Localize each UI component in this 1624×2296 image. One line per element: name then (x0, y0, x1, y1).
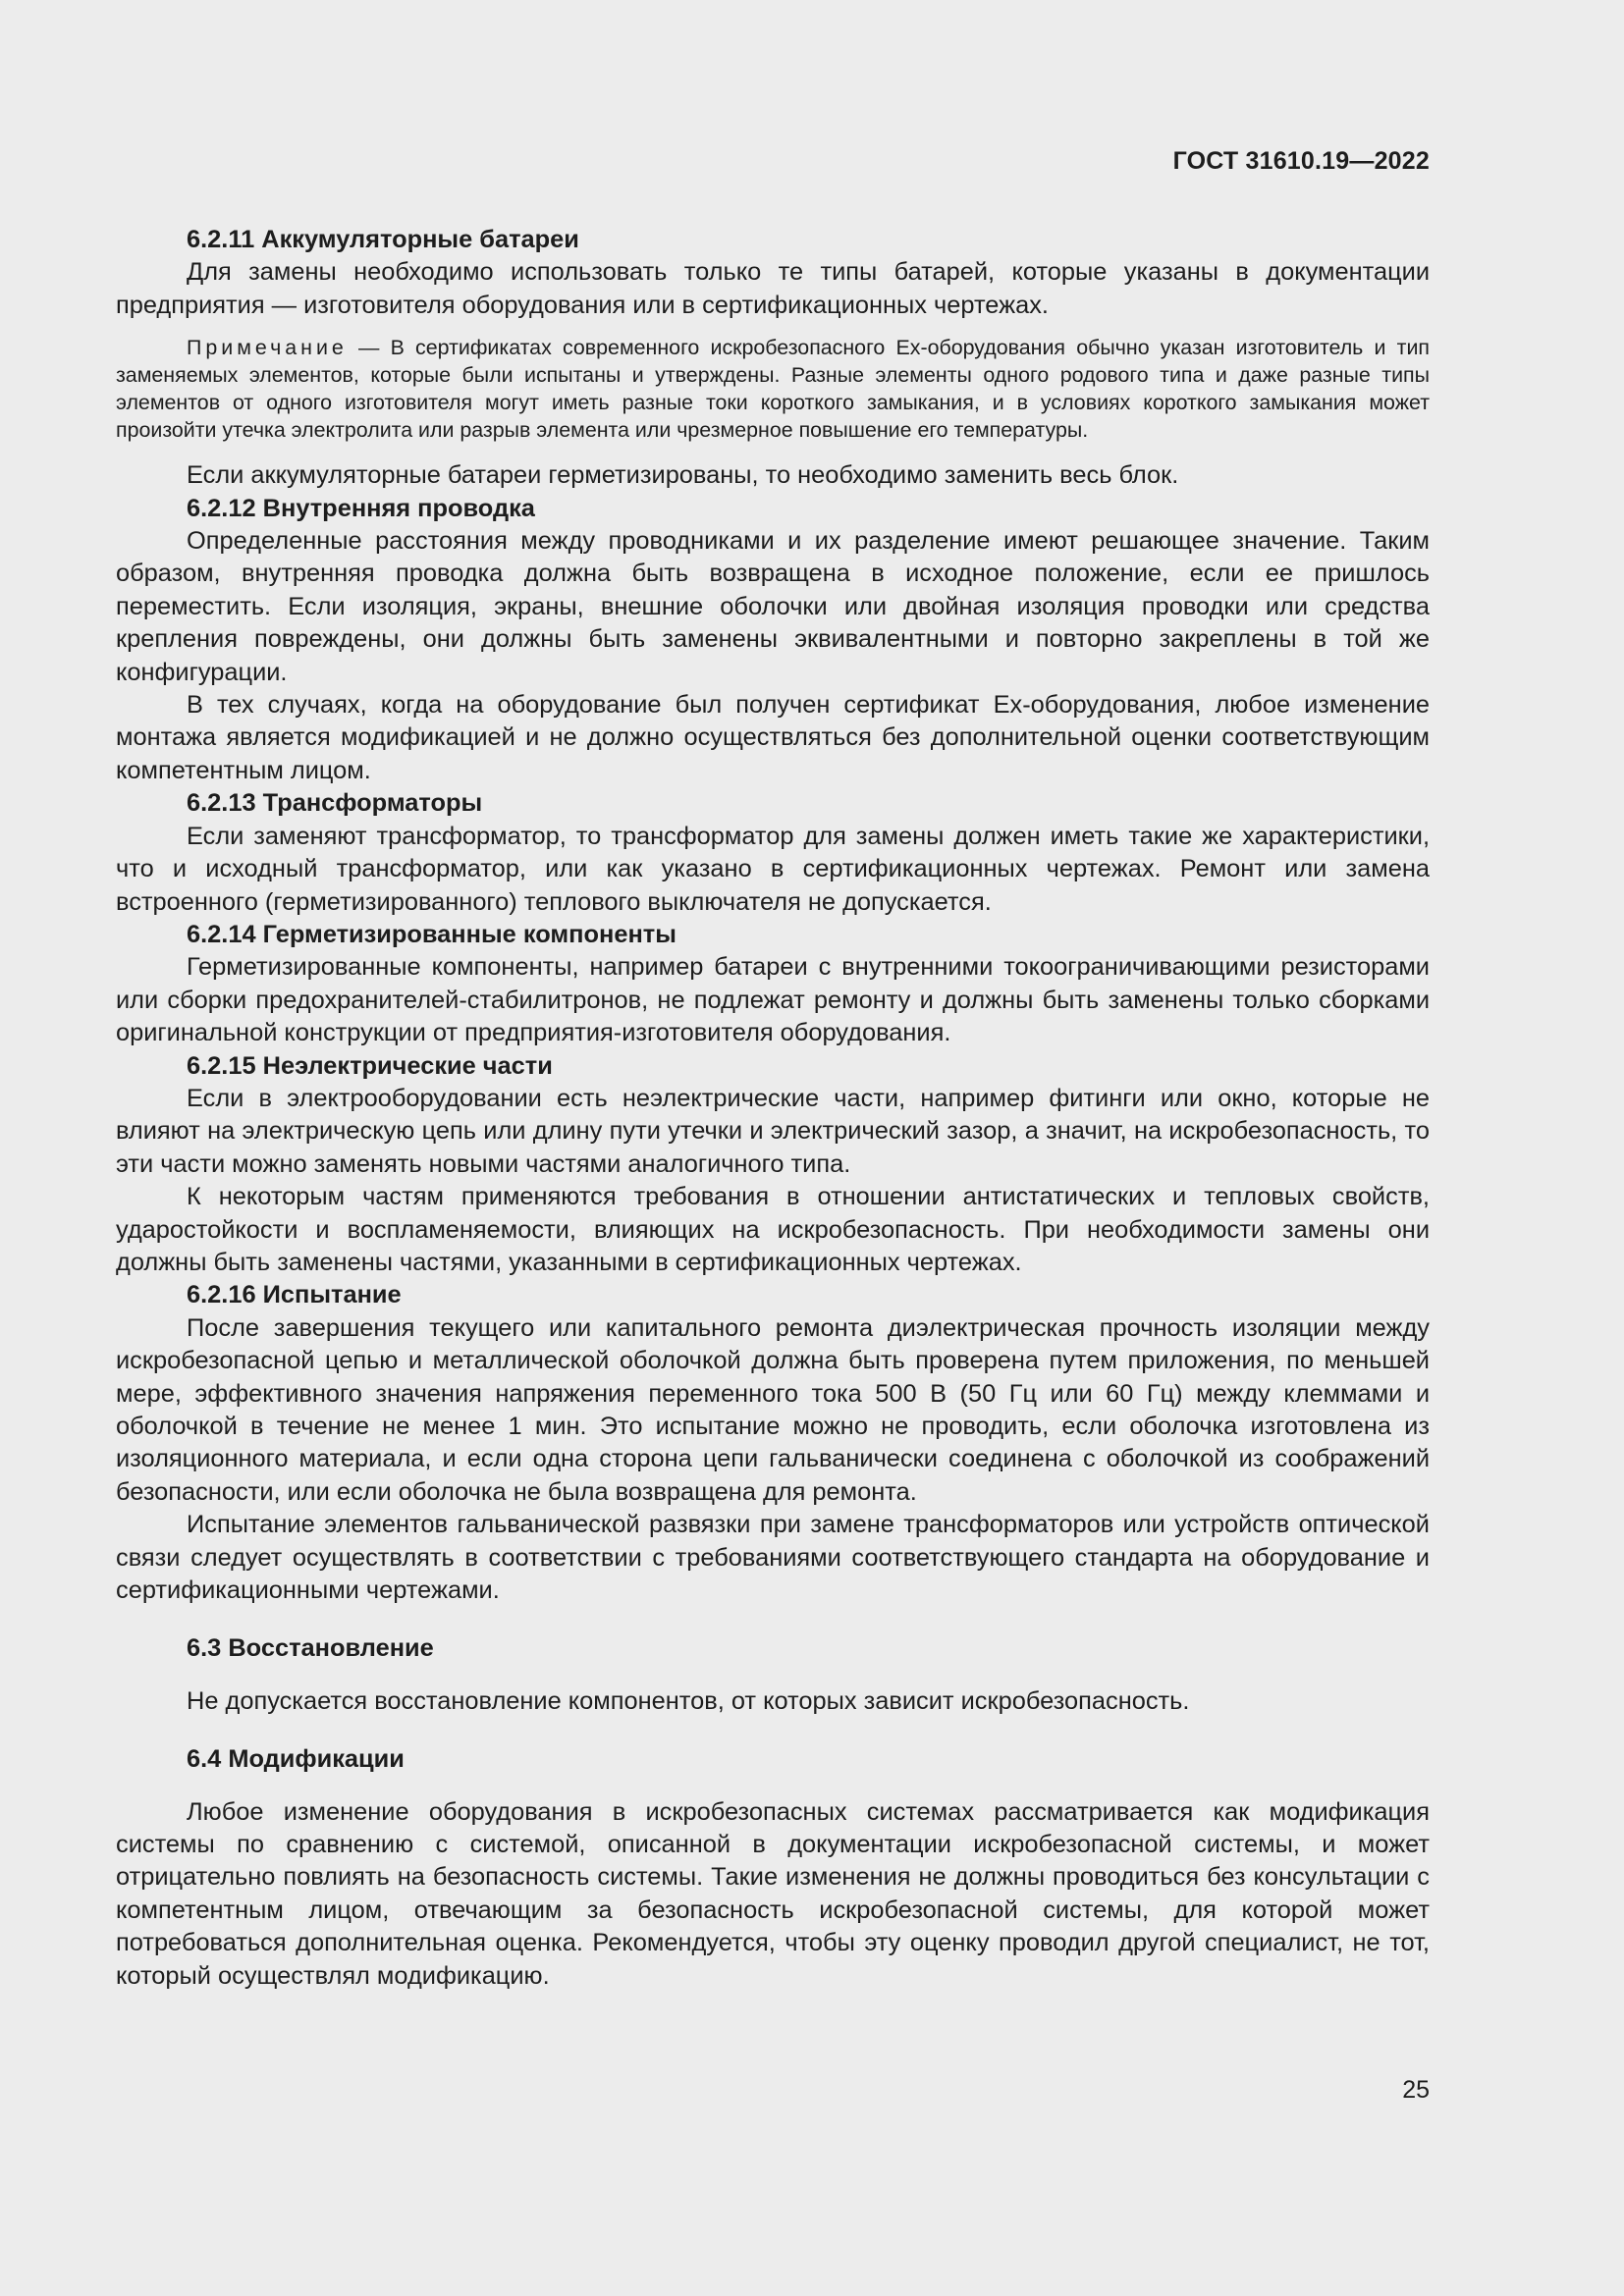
heading-6-2-12: 6.2.12 Внутренняя проводка (187, 494, 535, 522)
paragraph: Любое изменение оборудования в искробезопасных системах рассматривается как модификация системы по сравнению с системой, описанной в документации искробезопасной системы, и может отрицательно повлиять на безопасность системы. Такие изменения не должны проводиться без консультации с компетентным лицом, отвечающим за безопасность искробезопасной системы, для которой может потребоваться дополнительная оценка. Рекомендуется, чтобы эту оценку проводил другой специалист, не тот, который осуществлял модификацию. (116, 1797, 1430, 1990)
paragraph: Испытание элементов гальванической развязки при замене трансформаторов или устройств оптической связи следует осуществлять в соответствии с требованиями соответствующего стандарта на оборудование и сертификационными чертежами. (116, 1511, 1430, 1605)
paragraph: Если в электрооборудовании есть неэлектрические части, например фитинги или окно, которые не влияют на электрическую цепь или длину пути утечки и электрический зазор, а значит, на искробезопасность, то эти части можно заменять новыми частями аналогичного типа. (116, 1084, 1430, 1178)
heading-6-2-16: 6.2.16 Испытание (187, 1281, 402, 1309)
paragraph: Определенные расстояния между проводниками и их разделение имеют решающее значение. Таким образом, внутренняя проводка должна быть возвращена в исходное положение, если ее пришлось переместить. Если изоляция, экраны, внешние оболочки или двойная изоляция проводки или средства крепления повреждены, они должны быть заменены эквивалентными и повторно закреплены в той же конфигурации. (116, 527, 1430, 686)
paragraph: Если заменяют трансформатор, то трансформатор для замены должен иметь такие же характеристики, что и исходный трансформатор, или как указано в сертификационных чертежах. Ремонт или замена встроенного (герметизированного) теплового выключателя не допускается. (116, 822, 1430, 916)
page-number: 25 (1402, 2076, 1430, 2104)
paragraph: После завершения текущего или капитального ремонта диэлектрическая прочность изоляции между искробезопасной цепью и металлической оболочкой должна быть проверена путем приложения, по меньшей мере, эффективного значения напряжения переменного тока 500 В (50 Гц или 60 Гц) между клеммами и оболочкой в течение не менее 1 мин. Это испытание можно не проводить, если оболочка изготовлена из изоляционного материала, и если одна сторона цепи гальванически соединена с оболочкой из соображений безопасности, или если оболочка не была возвращена для ремонта. (116, 1313, 1430, 1506)
heading-6-2-15: 6.2.15 Неэлектрические части (187, 1051, 553, 1080)
heading-6-4: 6.4 Модификации (187, 1745, 405, 1774)
page-content (116, 224, 1430, 1993)
note-label: Примечание (187, 336, 348, 360)
paragraph: Если аккумуляторные батареи герметизированы, то необходимо заменить весь блок. (187, 461, 1179, 490)
paragraph: Не допускается восстановление компонентов, от которых зависит искробезопасность. (187, 1686, 1190, 1715)
heading-6-2-14: 6.2.14 Герметизированные компоненты (187, 920, 677, 948)
paragraph: К некоторым частям применяются требования в отношении антистатических и тепловых свойств, ударостойкости и воспламеняемости, влияющих на искробезопасность. При необходимости замены они должны быть заменены частями, указанными в сертификационных чертежах. (116, 1183, 1430, 1276)
note (116, 334, 1430, 444)
heading-6-2-13: 6.2.13 Трансформаторы (187, 789, 483, 818)
heading-6-3: 6.3 Восстановление (187, 1634, 434, 1663)
heading-6-2-11: 6.2.11 Аккумуляторные батареи (187, 226, 579, 253)
document-code: ГОСТ 31610.19—2022 (1172, 147, 1430, 175)
paragraph: Герметизированные компоненты, например батареи с внутренними токоограничивающими резисторами или сборки предохранителей-стабилитронов, не подлежат ремонту и должны быть заменены только сборками оригинальной конструкции от предприятия-изготовителя оборудования. (116, 953, 1430, 1047)
paragraph: Для замены необходимо использовать только те типы батарей, которые указаны в документации предприятия — изготовителя оборудования или в сертификационных чертежах. (116, 258, 1430, 319)
paragraph: В тех случаях, когда на оборудование был получен сертификат Ex-оборудования, любое изменение монтажа является модификацией и не должно осуществляться без дополнительной оценки соответствующим компетентным лицом. (116, 691, 1430, 784)
note-text: — В сертификатах современного искробезопасного Ex-оборудования обычно указан изготовитель и тип заменяемых элементов, которые были испытаны и утверждены. Разные элементы одного родового типа и даже разные типы элементов от одного изготовителя могут иметь разные токи короткого замыкания, и в условиях короткого замыкания может произойти утечка электролита или разрыв элемента или чрезмерное повышение его температуры. (116, 336, 1430, 443)
